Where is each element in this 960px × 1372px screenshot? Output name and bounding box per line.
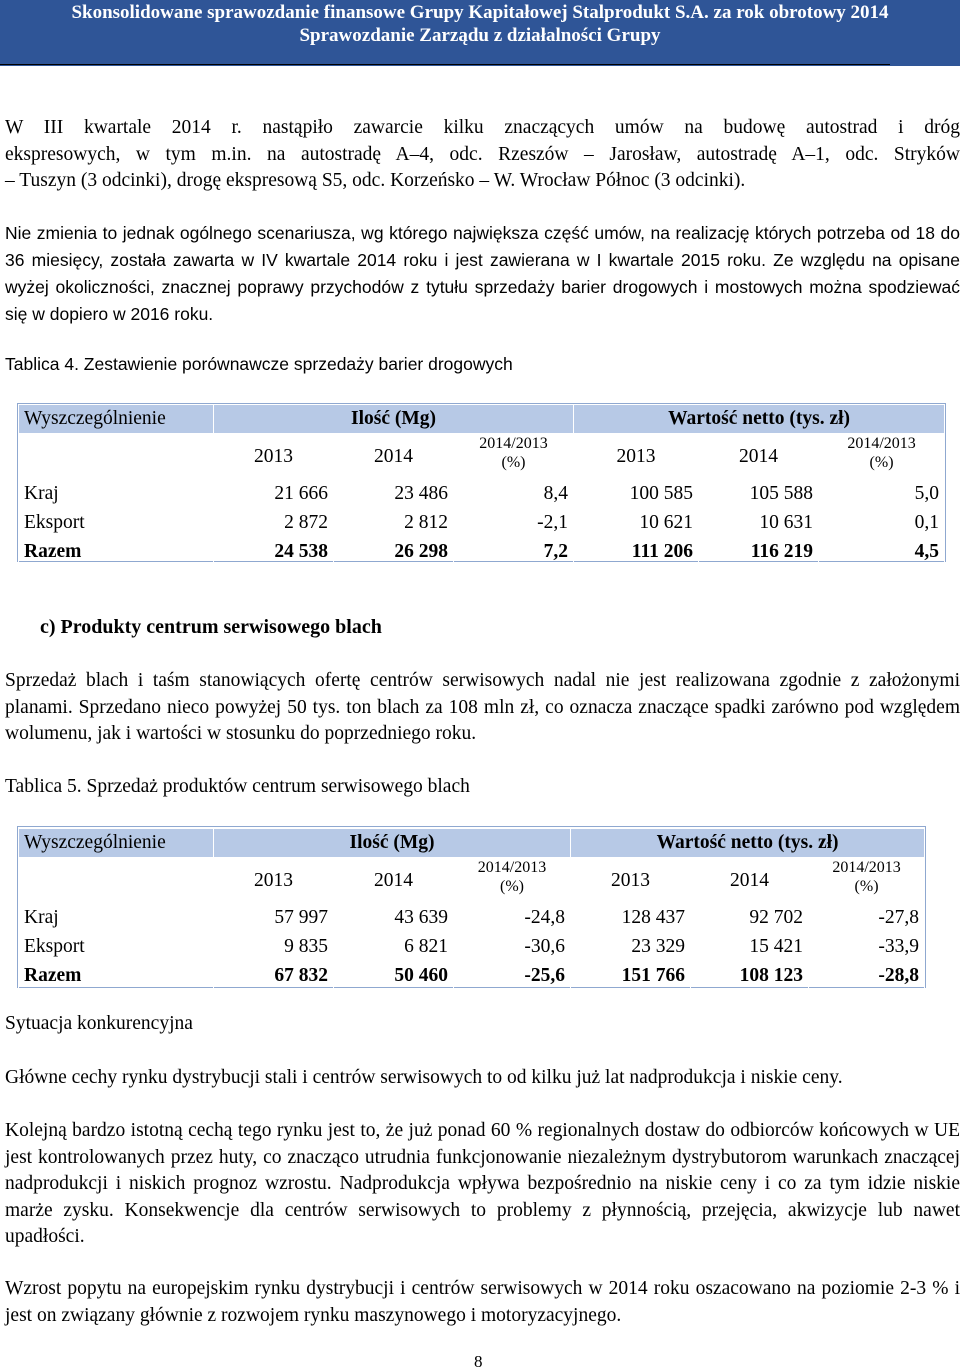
cell: 8,4 [454, 480, 574, 509]
cell: 108 123 [691, 962, 809, 991]
table-row [19, 480, 945, 509]
table4-empty-cell [19, 434, 214, 480]
table-row [19, 904, 925, 933]
table5-caption: Tablica 5. Sprzedaż produktów centrum serwisowego blach [5, 776, 470, 797]
paragraph-steelworks: Kolejną bardzo istotną cechą tego rynku jest to, że już ponad 60 % regionalnych dostaw do odbiorców końcowych w UE jest kontrolowanych przez huty, co znacząco utrudnia funkcjonowanie niezależnym dystrybutorom warunkach znaczącej nadprodukcji i niskich prognoz wzrostu. Nadprodukcja wpływa bezpośrednio na niskie ceny i co za tym idzie niskie marże zysku. Konsekwencje dla centrów serwisowych to problemy z płynnością, przejęcia, akwizycje lub nawet upadłości. [5, 1120, 960, 1247]
percent-label: (%) [869, 454, 894, 471]
table4 [18, 404, 945, 567]
paragraph-line: W III kwartale 2014 r. nastąpiło zawarcie kilku znaczących umów na budowę autostrad i dróg [5, 117, 960, 138]
cell: -27,8 [809, 904, 925, 933]
table4-header-value: Wartość netto (tys. zł) [574, 405, 945, 434]
header-title: Skonsolidowane sprawozdanie finansowe Grupy Kapitałowej Stalprodukt S.A. za rok obrotowy 2014 [71, 2, 889, 23]
cell: 23 329 [571, 933, 691, 962]
table5-year: 2014 [691, 858, 809, 904]
cell: -25,6 [454, 962, 571, 991]
cell: 92 702 [691, 904, 809, 933]
paragraph-line: – Tuszyn (3 odcinki), drogę ekspresową S5, odc. Korzeńsko – W. Wrocław Północ (3 odcinki). [5, 170, 746, 191]
cell: -28,8 [809, 962, 925, 991]
cell: 100 585 [574, 480, 699, 509]
table5-empty-cell [19, 858, 214, 904]
cell: 50 460 [334, 962, 454, 991]
ratio-label: 2014/2013 [832, 859, 901, 876]
cell: -24,8 [454, 904, 571, 933]
document-header [0, 0, 960, 66]
table5-ratio [809, 858, 925, 904]
table5-header-value: Wartość netto (tys. zł) [571, 829, 925, 858]
table5-header-qty: Ilość (Mg) [214, 829, 571, 858]
table-row [19, 933, 925, 962]
cell: 26 298 [334, 538, 454, 567]
cell: 105 588 [699, 480, 819, 509]
cell: 67 832 [214, 962, 334, 991]
paragraph-scenario: Nie zmienia to jednak ogólnego scenariusza, wg którego największa część umów, na realizację których potrzeba od 18 do 36 miesięcy, została zawarta w IV kwartale 2014 roku i jest zawierana w I kwartale 2015 roku. Ze względu na opisane wyżej okoliczności, znacznej poprawy przychodów z tytułu sprzedaży barier drogowych i mostowych można spodziewać się w dopiero w 2016 roku. [5, 223, 960, 324]
page-number: 8 [474, 1352, 483, 1371]
cell: 5,0 [819, 480, 945, 509]
table5-year: 2013 [214, 858, 334, 904]
subheading-competition: Sytuacja konkurencyjna [5, 1013, 193, 1034]
cell: 6 821 [334, 933, 454, 962]
cell: 15 421 [691, 933, 809, 962]
paragraph-contracts [5, 115, 960, 195]
cell: 7,2 [454, 538, 574, 567]
row-label: Eksport [19, 509, 214, 538]
ratio-label: 2014/2013 [479, 435, 548, 452]
table-row [19, 509, 945, 538]
table5-ratio [454, 858, 571, 904]
paragraph-sheet-sales: Sprzedaż blach i taśm stanowiących ofertę centrów serwisowych nadal nie jest realizowana zgodnie z założonymi planami. Sprzedano nieco powyżej 50 tys. ton blach za 108 mln zł, co oznacza znaczące spadki zarówno pod względem wolumenu, jak i wartości w stosunku do poprzedniego roku. [5, 670, 960, 744]
ratio-label: 2014/2013 [477, 859, 547, 876]
table-row-total [19, 962, 925, 991]
percent-label: (%) [500, 878, 524, 895]
table4-ratio [819, 434, 945, 480]
cell: 2 812 [334, 509, 454, 538]
cell: 0,1 [819, 509, 945, 538]
table4-ratio [454, 434, 574, 480]
cell: -30,6 [454, 933, 571, 962]
percent-label: (%) [854, 878, 879, 895]
cell: 128 437 [571, 904, 691, 933]
table5-header-spec: Wyszczególnienie [19, 829, 214, 858]
table4-caption: Tablica 4. Zestawienie porównawcze sprzedaży barier drogowych [5, 354, 513, 374]
table5-year: 2013 [571, 858, 691, 904]
row-label: Eksport [19, 933, 214, 962]
table4-header-spec: Wyszczególnienie [19, 405, 214, 434]
cell: 9 835 [214, 933, 334, 962]
cell: 4,5 [819, 538, 945, 567]
cell: 2 872 [214, 509, 334, 538]
section-heading-c: c) Produkty centrum serwisowego blach [40, 616, 382, 638]
cell: 151 766 [571, 962, 691, 991]
row-label: Razem [19, 962, 214, 991]
table4-header-qty: Ilość (Mg) [214, 405, 574, 434]
table4-year: 2013 [574, 434, 699, 480]
table4-year: 2014 [334, 434, 454, 480]
table5-year: 2014 [334, 858, 454, 904]
header-subtitle: Sprawozdanie Zarządu z działalności Grupy [299, 25, 661, 46]
paragraph-market: Główne cechy rynku dystrybucji stali i centrów serwisowych to od kilku już lat nadprodukcja i niskie ceny. [5, 1067, 843, 1088]
table5 [18, 828, 925, 991]
cell: -33,9 [809, 933, 925, 962]
cell: 111 206 [574, 538, 699, 567]
row-label: Kraj [19, 480, 214, 509]
row-label: Razem [19, 538, 214, 567]
cell: 57 997 [214, 904, 334, 933]
cell: 10 631 [699, 509, 819, 538]
paragraph-line: ekspresowych, w tym m.in. na autostradę A–4, odc. Rzeszów – Jarosław, autostradę A–1, odc. Stryków [5, 143, 960, 165]
table4-year: 2014 [699, 434, 819, 480]
paragraph-demand: Wzrost popytu na europejskim rynku dystrybucji i centrów serwisowych w 2014 roku oszacowano na poziomie 2-3 % i jest on związany głównie z rozwojem rynku maszynowego i motoryzacyjnego. [5, 1278, 960, 1326]
header-rule [0, 64, 890, 65]
cell: 21 666 [214, 480, 334, 509]
cell: 23 486 [334, 480, 454, 509]
table-row-total [19, 538, 945, 567]
cell: -2,1 [454, 509, 574, 538]
cell: 24 538 [214, 538, 334, 567]
row-label: Kraj [19, 904, 214, 933]
cell: 116 219 [699, 538, 819, 567]
percent-label: (%) [501, 454, 526, 471]
table4-year: 2013 [214, 434, 334, 480]
cell: 43 639 [334, 904, 454, 933]
cell: 10 621 [574, 509, 699, 538]
ratio-label: 2014/2013 [847, 435, 916, 452]
